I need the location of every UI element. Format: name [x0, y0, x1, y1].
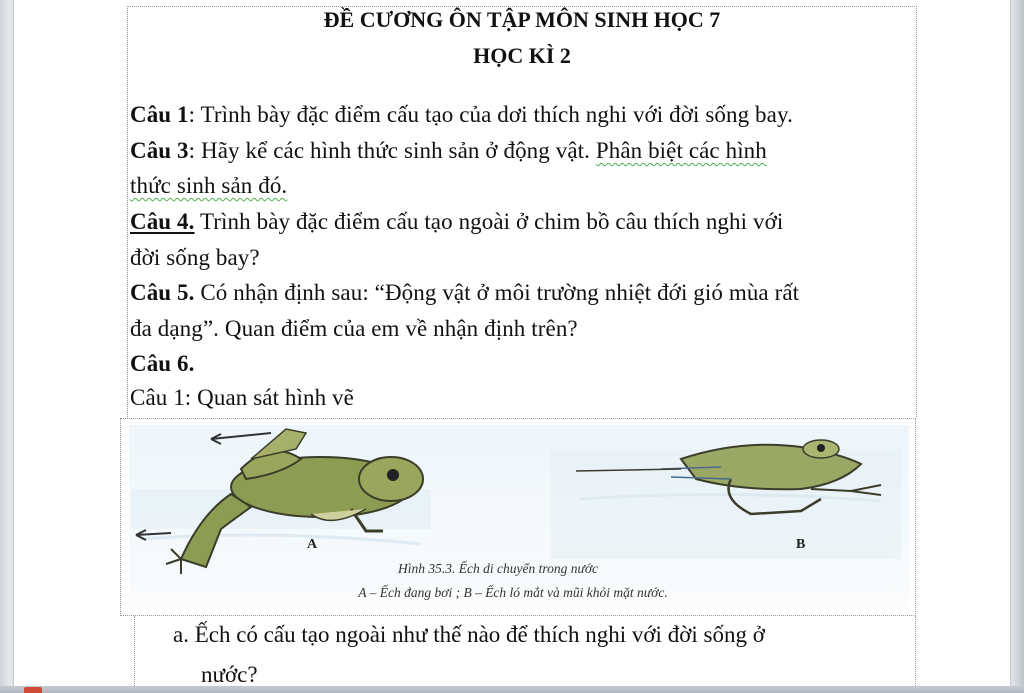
figure-label-a: A [307, 537, 318, 552]
question-5-text: Có nhận định sau: “Động vật ở môi trường nhiệt đới gió mùa rất [194, 280, 800, 305]
question-a-line2: nước? [201, 662, 258, 686]
question-5-continued: đa dạng”. Quan điểm của em về nhận định trên? [130, 316, 578, 341]
question-3-continued: thức sinh sản đó. [130, 173, 288, 198]
question-4-label: Câu 4. [130, 209, 195, 234]
question-3-label: Câu 3 [130, 138, 189, 163]
question-4 [130, 209, 783, 235]
question-3-text: : Hãy kể các hình thức sinh sản ở động vật. [188, 138, 596, 163]
sub-question-1: Câu 1: Quan sát hình vẽ [130, 385, 354, 410]
question-1-label: Câu 1 [130, 102, 189, 127]
figure-caption-detail: A – Ếch đang bơi ; B – Ếch ló mắt và mũi khỏi mặt nước. [358, 585, 668, 600]
figure-caption-title: Hình 35.3. Ếch di chuyển trong nước [397, 561, 599, 576]
document-subtitle: HỌC KÌ 2 [473, 43, 571, 68]
question-a-box[interactable] [134, 616, 916, 686]
taskbar [0, 686, 1024, 693]
question-6 [130, 351, 195, 377]
document-title: ĐỀ CƯƠNG ÔN TẬP MÔN SINH HỌC 7 [323, 7, 721, 32]
question-4-continued: đời sống bay? [130, 245, 260, 270]
question-5-label: Câu 5. [130, 280, 195, 305]
question-1-text: : Trình bày đặc điểm cấu tạo của dơi thích nghi với đời sống bay. [188, 102, 793, 127]
question-4-text: Trình bày đặc điểm cấu tạo ngoài ở chim bồ câu thích nghi với [194, 209, 784, 234]
app-icon[interactable] [24, 687, 42, 693]
question-6-label: Câu 6. [130, 351, 195, 376]
document-page [14, 0, 1010, 686]
question-3-text-marked: Phân biệt các hình [595, 138, 767, 163]
figure-label-b: B [796, 537, 806, 552]
frog-figure[interactable] [120, 418, 916, 616]
vertical-scrollbar[interactable] [1010, 0, 1024, 693]
text-box[interactable] [127, 6, 917, 417]
question-3 [130, 138, 767, 164]
question-a-line1: a. Ếch có cấu tạo ngoài như thế nào để thích nghi với đời sống ở [173, 622, 765, 647]
question-1 [130, 102, 793, 128]
question-5 [130, 280, 799, 306]
